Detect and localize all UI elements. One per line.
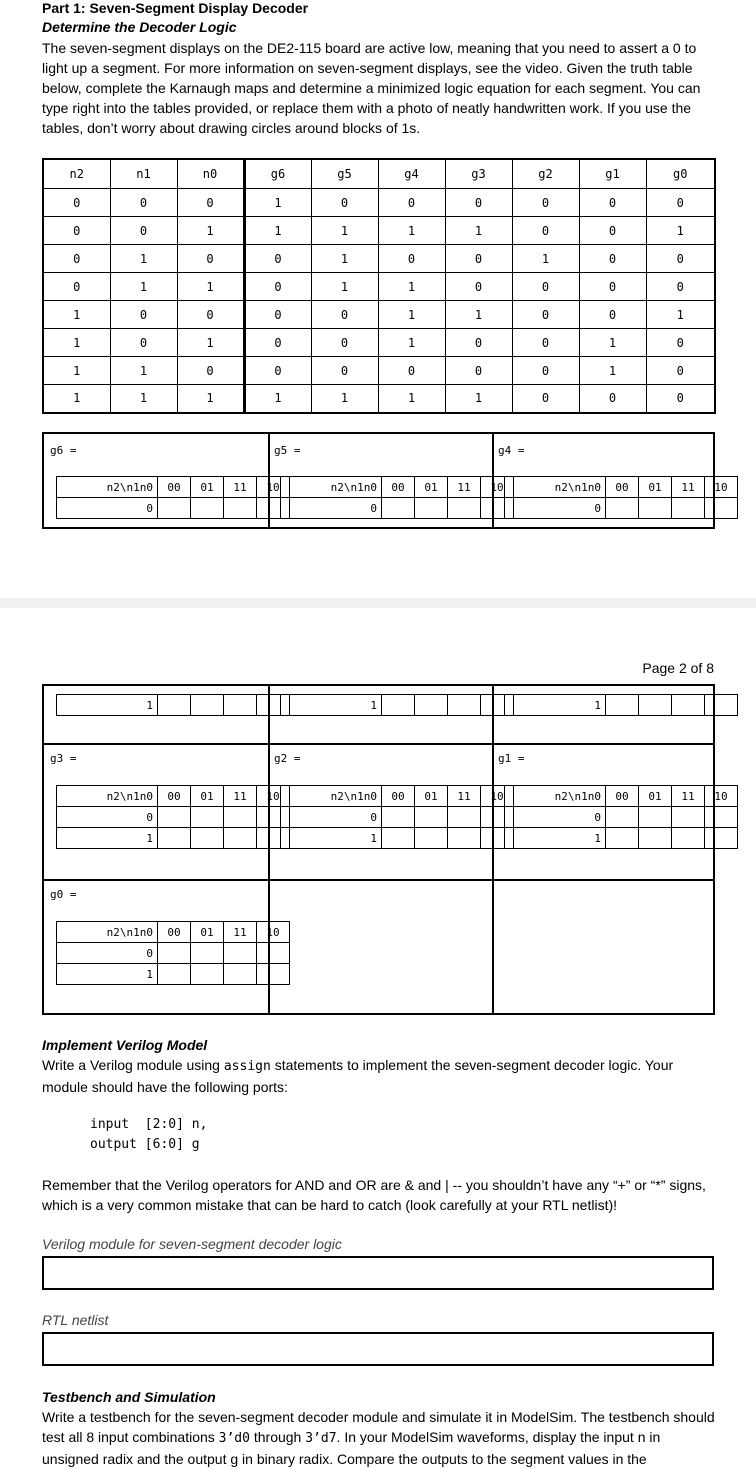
kmap-row (57, 786, 290, 807)
kmap-col-label: 11 (224, 477, 257, 498)
kmap-cell[interactable] (672, 807, 705, 828)
truth-table-cell[interactable]: 1 (378, 273, 445, 301)
kmap-row-label: 0 (57, 943, 158, 964)
truth-table-cell[interactable]: 0 (177, 301, 244, 329)
truth-table-cell[interactable]: 1 (378, 385, 445, 413)
kmap-col-label: 01 (191, 786, 224, 807)
truth-table (42, 158, 716, 414)
kmap-col-label: 11 (672, 786, 705, 807)
truth-table-cell[interactable]: 0 (244, 329, 311, 357)
truth-table-cell[interactable]: 1 (445, 385, 512, 413)
truth-table-cell[interactable]: 0 (177, 245, 244, 273)
truth-table-cell[interactable]: 1 (579, 357, 646, 385)
kmap-col-label: 01 (191, 922, 224, 943)
kmap-row-label: 0 (57, 498, 158, 519)
truth-table-cell[interactable]: 1 (177, 273, 244, 301)
part-title: Part 1: Seven-Segment Display Decoder (42, 0, 309, 16)
kmap-cell[interactable] (158, 498, 191, 519)
kmap-row-label: 1 (57, 964, 158, 985)
kmap-equation-label: g2 = (274, 752, 301, 765)
truth-table-cell[interactable]: 1 (177, 329, 244, 357)
kmap-row-label: 1 (505, 828, 606, 849)
kmap-table-top-2 (504, 476, 738, 519)
kmap-cell[interactable] (382, 828, 415, 849)
truth-table-cell[interactable]: 1 (244, 189, 311, 217)
kmap-col-label: 00 (382, 477, 415, 498)
kmap-row-label: 1 (281, 828, 382, 849)
kmap-row-label: 0 (57, 807, 158, 828)
section-title-decoder-logic: Determine the Decoder Logic (42, 19, 237, 35)
truth-table-cell[interactable]: 0 (512, 385, 579, 413)
kmap-row (281, 695, 514, 716)
kmap-row-label: 1 (505, 695, 606, 716)
verilog-module-answer-box[interactable] (42, 1256, 714, 1290)
truth-table-cell[interactable]: 0 (579, 385, 646, 413)
kmap-cell[interactable] (639, 828, 672, 849)
truth-table-row (43, 273, 715, 301)
section-title-testbench: Testbench and Simulation (42, 1389, 216, 1405)
truth-table-cell[interactable]: 1 (378, 301, 445, 329)
caption-rtl-netlist: RTL netlist (42, 1312, 109, 1328)
kmap-col-label: 01 (415, 477, 448, 498)
kmap-cell[interactable] (705, 807, 738, 828)
ports-code-line-2: output [6:0] g (90, 1137, 200, 1152)
truth-table-row (43, 301, 715, 329)
kmap-cell[interactable] (672, 498, 705, 519)
truth-table-cell[interactable]: 0 (512, 273, 579, 301)
truth-table-cell[interactable]: 1 (43, 385, 110, 413)
truth-table-cell[interactable]: 1 (378, 329, 445, 357)
kmap-table-continued-1 (280, 694, 514, 716)
kmap-table-mid-2 (504, 785, 738, 849)
kmap-cell[interactable] (382, 807, 415, 828)
kmap-row (57, 807, 290, 828)
kmap-cell[interactable] (639, 695, 672, 716)
kmap-cell[interactable] (606, 807, 639, 828)
kmap-cell[interactable] (705, 695, 738, 716)
truth-table-cell[interactable]: 0 (110, 217, 177, 245)
truth-table-cell[interactable]: 1 (110, 385, 177, 413)
truth-table-cell[interactable]: 0 (646, 385, 715, 413)
kmap-table-mid-1 (280, 785, 514, 849)
truth-table-cell[interactable]: 1 (110, 245, 177, 273)
truth-table-cell[interactable]: 1 (311, 217, 378, 245)
kmap-row (57, 964, 290, 985)
kmap-row (505, 695, 738, 716)
truth-table-cell[interactable]: 0 (311, 329, 378, 357)
kmap-cell[interactable] (158, 828, 191, 849)
header-cell: g4 (378, 159, 445, 189)
truth-table-cell[interactable]: 0 (512, 189, 579, 217)
ports-code-line-1: input [2:0] n, (90, 1117, 208, 1132)
kmap-row (281, 477, 514, 498)
page-number: Page 2 of 8 (642, 660, 714, 676)
intro-paragraph: The seven-segment displays on the DE2-115 board are active low, meaning that you need to assert a 0 to light up a segment. For more information on seven-segment displays, see the video. Given the truth table below, complete the Karnaugh maps and determine a minimized logic equation for each segment. You can type right into the tables provided, or replace them with a photo of neatly handwritten work. If you use the tables, don’t worry about drawing circles around blocks of 1s. (42, 40, 701, 136)
truth-table-cell[interactable]: 0 (512, 301, 579, 329)
kmap-equation-label: g1 = (498, 752, 525, 765)
truth-table-row (43, 357, 715, 385)
truth-table-cell[interactable]: 0 (244, 301, 311, 329)
kmap-col-label: 10 (257, 786, 290, 807)
kmap-equation-label: g0 = (50, 888, 77, 901)
truth-table-cell[interactable]: 0 (244, 357, 311, 385)
kmap-corner-label: n2\n1n0 (57, 477, 158, 498)
truth-table-cell[interactable]: 0 (244, 245, 311, 273)
truth-table-cell[interactable]: 1 (110, 273, 177, 301)
kmap-cell[interactable] (639, 807, 672, 828)
operators-paragraph: Remember that the Verilog operators for AND and OR are & and | -- you shouldn’t have any “+” or “*” signs, which is a very common mistake that can be hard to catch (look carefully at your RTL netlist)! (42, 1177, 706, 1213)
kmap-row (505, 477, 738, 498)
kmap-table-continued-0 (56, 694, 290, 716)
kmap-col-label: 10 (481, 786, 514, 807)
truth-table-cell[interactable]: 0 (311, 301, 378, 329)
kmap-cell[interactable] (705, 828, 738, 849)
text-run: Write a testbench for the seven-segment decoder module and simulate it in ModelSim. The testbench should test all 8 input combinations (42, 1409, 715, 1445)
kmap-cell[interactable] (257, 964, 290, 985)
kmap-corner-label: n2\n1n0 (281, 477, 382, 498)
kmap-cell[interactable] (191, 828, 224, 849)
header-cell: n0 (177, 159, 244, 189)
caption-verilog-module: Verilog module for seven-segment decoder logic (42, 1236, 342, 1252)
kmap-cell[interactable] (672, 695, 705, 716)
kmap-row (57, 922, 290, 943)
truth-table-cell[interactable]: 1 (311, 273, 378, 301)
truth-table-cell[interactable]: 0 (43, 245, 110, 273)
kmap-equation-label: g3 = (50, 752, 77, 765)
truth-table-cell[interactable]: 1 (646, 301, 715, 329)
kmap-corner-label: n2\n1n0 (281, 786, 382, 807)
kmap-corner-label: n2\n1n0 (505, 786, 606, 807)
kmap-row (281, 786, 514, 807)
truth-table-cell[interactable]: 1 (445, 217, 512, 245)
truth-table-cell[interactable]: 1 (244, 217, 311, 245)
header-cell: n1 (110, 159, 177, 189)
truth-table-cell[interactable]: 0 (579, 273, 646, 301)
truth-table-cell[interactable]: 0 (646, 329, 715, 357)
text-run: n in unsigned radix and the output g in binary radix. Compare the outputs to the segment values in the (42, 1429, 661, 1467)
truth-table-cell[interactable]: 1 (445, 301, 512, 329)
truth-table-cell[interactable]: 1 (43, 301, 110, 329)
kmap-cell[interactable] (224, 695, 257, 716)
kmap-cell[interactable] (606, 828, 639, 849)
kmap-col-label: 10 (257, 477, 290, 498)
kmap-row (57, 828, 290, 849)
truth-table-cell[interactable]: 0 (512, 217, 579, 245)
section-title-verilog: Implement Verilog Model (42, 1037, 208, 1053)
truth-table-cell[interactable]: 1 (110, 357, 177, 385)
kmap-col-label: 00 (382, 786, 415, 807)
truth-table-header (43, 159, 715, 189)
truth-table-cell[interactable]: 0 (378, 245, 445, 273)
truth-table-cell[interactable]: 0 (646, 189, 715, 217)
kmap-col-label: 10 (705, 477, 738, 498)
truth-table-cell[interactable]: 0 (646, 245, 715, 273)
kmap-col-label: 11 (224, 922, 257, 943)
truth-table-row (43, 217, 715, 245)
truth-table-cell[interactable]: 1 (43, 357, 110, 385)
truth-table-cell[interactable]: 1 (311, 245, 378, 273)
kmap-corner-label: n2\n1n0 (505, 477, 606, 498)
text-run: through (249, 1429, 306, 1445)
inline-code: 3’d7 (305, 1431, 337, 1446)
kmap-col-label: 11 (448, 477, 481, 498)
kmap-table-g0 (56, 921, 290, 985)
kmap-row (505, 807, 738, 828)
kmap-col-label: 01 (415, 786, 448, 807)
inline-code: assign (223, 1059, 271, 1074)
kmap-equation-label: g6 = (50, 444, 77, 457)
kmap-cell[interactable] (415, 807, 448, 828)
kmap-table-mid-0 (56, 785, 290, 849)
truth-table-cell[interactable]: 0 (445, 245, 512, 273)
kmap-cell[interactable] (639, 498, 672, 519)
text-run: statements to implement the seven-segment decoder logic. Your module should have the following ports: (42, 1057, 674, 1095)
truth-table-row (43, 329, 715, 357)
kmap-cell[interactable] (224, 943, 257, 964)
kmap-col-label: 10 (481, 477, 514, 498)
kmap-col-label: 11 (448, 786, 481, 807)
truth-table-cell[interactable]: 0 (579, 245, 646, 273)
truth-table-cell[interactable]: 1 (646, 217, 715, 245)
kmap-cell[interactable] (224, 498, 257, 519)
kmap-cell[interactable] (448, 828, 481, 849)
kmap-row (57, 477, 290, 498)
text-run: Write a Verilog module using (42, 1057, 224, 1073)
kmap-cell[interactable] (224, 964, 257, 985)
truth-table-cell[interactable]: 0 (244, 273, 311, 301)
kmap-row (505, 786, 738, 807)
truth-table-cell[interactable]: 0 (579, 189, 646, 217)
truth-table-cell[interactable]: 1 (378, 217, 445, 245)
kmap-col-label: 11 (224, 786, 257, 807)
kmap-col-label: 00 (158, 477, 191, 498)
kmap-col-label: 00 (606, 477, 639, 498)
header-cell: g1 (579, 159, 646, 189)
kmap-col-label: 00 (606, 786, 639, 807)
header-cell: g2 (512, 159, 579, 189)
truth-table-cell[interactable]: 1 (579, 329, 646, 357)
truth-table-cell[interactable]: 0 (378, 189, 445, 217)
kmap-cell[interactable] (705, 498, 738, 519)
truth-table-cell[interactable]: 1 (244, 385, 311, 413)
truth-table-cell[interactable]: 1 (43, 329, 110, 357)
truth-table-cell[interactable]: 0 (110, 189, 177, 217)
kmap-cell[interactable] (224, 828, 257, 849)
truth-table-cell[interactable]: 0 (311, 357, 378, 385)
text-run: . In your ModelSim waveforms, display the input (336, 1429, 638, 1445)
kmap-cell[interactable] (158, 807, 191, 828)
page-break (0, 598, 756, 608)
truth-table-cell[interactable]: 1 (512, 245, 579, 273)
kmap-cell[interactable] (191, 695, 224, 716)
kmap-row-label: 0 (281, 807, 382, 828)
kmap-col-label: 01 (639, 477, 672, 498)
truth-table-cell[interactable]: 0 (177, 189, 244, 217)
kmap-table-top-1 (280, 476, 514, 519)
kmap-table-continued-2 (504, 694, 738, 716)
truth-table-cell[interactable]: 0 (646, 273, 715, 301)
truth-table-cell[interactable]: 0 (445, 357, 512, 385)
kmap-cell[interactable] (158, 695, 191, 716)
kmap-col-label: 01 (639, 786, 672, 807)
kmap-cell[interactable] (448, 498, 481, 519)
truth-table-cell[interactable]: 0 (579, 217, 646, 245)
kmap-cell[interactable] (158, 943, 191, 964)
kmap-corner-label: n2\n1n0 (57, 786, 158, 807)
truth-table-cell[interactable]: 1 (311, 385, 378, 413)
rtl-netlist-answer-box[interactable] (42, 1332, 714, 1366)
inline-code: 3’d0 (218, 1431, 250, 1446)
testbench-paragraph (42, 1407, 718, 1469)
kmap-cell[interactable] (191, 807, 224, 828)
header-cell: g5 (311, 159, 378, 189)
kmap-cell[interactable] (606, 498, 639, 519)
kmap-row (281, 828, 514, 849)
kmap-cell[interactable] (415, 695, 448, 716)
header-cell: g3 (445, 159, 512, 189)
kmap-cell[interactable] (448, 807, 481, 828)
kmap-row-label: 0 (505, 807, 606, 828)
kmap-corner-label: n2\n1n0 (57, 922, 158, 943)
kmap-row-label: 1 (57, 695, 158, 716)
kmap-cell[interactable] (257, 943, 290, 964)
kmap-col-label: 10 (257, 922, 290, 943)
truth-table-cell[interactable]: 0 (378, 357, 445, 385)
truth-table-cell[interactable]: 0 (445, 189, 512, 217)
header-cell: g6 (244, 159, 311, 189)
kmap-row (505, 498, 738, 519)
kmap-cell[interactable] (415, 498, 448, 519)
kmap-cell[interactable] (382, 695, 415, 716)
kmap-row (281, 498, 514, 519)
kmap-cell[interactable] (448, 695, 481, 716)
kmap-col-label: 10 (705, 786, 738, 807)
truth-table-row (43, 189, 715, 217)
kmap-cell[interactable] (672, 828, 705, 849)
kmap-col-label: 00 (158, 786, 191, 807)
truth-table-row (43, 245, 715, 273)
truth-table-cell[interactable]: 1 (177, 217, 244, 245)
truth-table-cell[interactable]: 0 (43, 217, 110, 245)
truth-table-cell[interactable]: 1 (177, 385, 244, 413)
kmap-equation-label: g5 = (274, 444, 301, 457)
verilog-paragraph (42, 1055, 718, 1097)
kmap-row-label: 1 (281, 695, 382, 716)
kmap-row (57, 695, 290, 716)
kmap-col-label: 01 (191, 477, 224, 498)
header-cell: g0 (646, 159, 715, 189)
kmap-row (281, 807, 514, 828)
truth-table-cell[interactable]: 0 (311, 189, 378, 217)
truth-table-cell[interactable]: 0 (646, 357, 715, 385)
kmap-row (57, 498, 290, 519)
kmap-row (57, 943, 290, 964)
kmap-cell[interactable] (158, 964, 191, 985)
kmap-equation-label: g4 = (498, 444, 525, 457)
kmap-row-label: 0 (281, 498, 382, 519)
truth-table-row (43, 385, 715, 413)
kmap-cell[interactable] (382, 498, 415, 519)
kmap-row-label: 0 (505, 498, 606, 519)
truth-table-cell[interactable]: 0 (445, 329, 512, 357)
truth-table-cell[interactable]: 0 (43, 273, 110, 301)
kmap-cell[interactable] (191, 964, 224, 985)
truth-table-cell[interactable]: 0 (512, 329, 579, 357)
kmap-cell[interactable] (224, 807, 257, 828)
truth-table-cell[interactable]: 0 (512, 357, 579, 385)
truth-table-cell[interactable]: 0 (110, 329, 177, 357)
truth-table-cell[interactable]: 0 (110, 301, 177, 329)
kmap-table-top-0 (56, 476, 290, 519)
kmap-cell[interactable] (191, 498, 224, 519)
header-cell: n2 (43, 159, 110, 189)
truth-table-cell[interactable]: 0 (177, 357, 244, 385)
kmap-col-label: 11 (672, 477, 705, 498)
kmap-cell[interactable] (606, 695, 639, 716)
kmap-cell[interactable] (415, 828, 448, 849)
truth-table-cell[interactable]: 0 (43, 189, 110, 217)
kmap-row (505, 828, 738, 849)
truth-table-cell[interactable]: 0 (445, 273, 512, 301)
truth-table-cell[interactable]: 0 (579, 301, 646, 329)
kmap-cell[interactable] (191, 943, 224, 964)
kmap-col-label: 00 (158, 922, 191, 943)
kmap-row-label: 1 (57, 828, 158, 849)
